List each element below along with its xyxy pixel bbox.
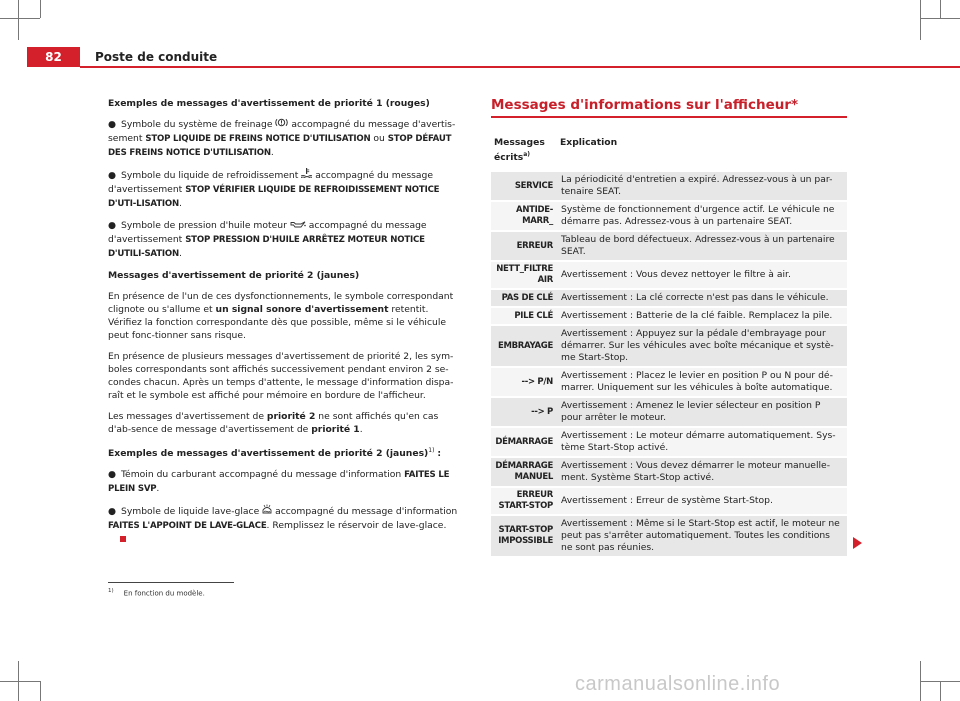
priority1-heading-text: Exemples de messages d'avertissement de priorité 1 (rouges) — [108, 98, 430, 109]
bullet-dot: ● — [108, 119, 117, 130]
paragraph-text: En présence de l'un de ces dysfonctionnements, le symbole correspondant clignote ou s'allume et — [108, 291, 454, 315]
priority2-multiple — [108, 350, 464, 402]
continue-arrow-icon — [853, 537, 862, 549]
message-code: --> P — [491, 398, 557, 426]
warning-code: STOP PRESSION D'HUILE ARRÊTEZ MOTEUR NOTICE D'UTILI-SATION — [108, 235, 425, 259]
message-explanation: La périodicité d'entretien a expiré. Adressez-vous à un par-tenaire SEAT. — [557, 172, 847, 200]
bullet-text: accompagné du message d'avertissement — [108, 220, 427, 245]
bullet-fuel: ● Témoin du carburant accompagné du message d'information FAITES LE PLEIN SVP. — [108, 469, 450, 495]
priority2-display-rule — [108, 410, 464, 436]
table-row — [491, 368, 847, 396]
paragraph-bold: : — [437, 448, 442, 460]
column-header-text: Messages écrits — [494, 137, 545, 164]
table-row — [491, 428, 847, 456]
table-row — [491, 516, 847, 556]
watermark: carmanualsonline.info — [575, 673, 781, 695]
crop-mark — [0, 681, 40, 682]
paragraph-text: Les messages d'avertissement de — [108, 411, 264, 422]
message-explanation: Avertissement : Vous devez nettoyer le filtre à air. — [557, 262, 847, 288]
footnote-marker: 1) — [428, 447, 435, 454]
priority1-heading — [108, 97, 464, 110]
bullet-coolant: ● Symbole du liquide de refroidissement accompagné du message d'avertissement STOP VÉRIFIER LIQUIDE DE REFROIDISSEMENT NOTICE D'UTI-LISATION. — [108, 170, 440, 209]
washer-fluid-icon — [262, 504, 272, 519]
message-explanation: Tableau de bord défectueux. Adressez-vous à un partenaire SEAT. — [557, 232, 847, 260]
priority2-intro — [108, 290, 464, 342]
bullet-text: Symbole du liquide de refroidissement — [121, 170, 299, 181]
message-explanation: Avertissement : Appuyez sur la pédale d'embrayage pour démarrer. Sur les véhicules avec boîte mécanique et systè-me Start-Stop. — [557, 326, 847, 366]
bullet-text: Symbole de liquide lave-glace — [121, 506, 260, 518]
footnote-text: En fonction du modèle. — [123, 589, 205, 598]
bullet-dot: ● — [108, 170, 117, 181]
crop-mark — [40, 681, 41, 701]
paragraph-bold: un signal sonore d'avertissement — [215, 304, 389, 315]
priority2-examples-heading — [108, 444, 464, 460]
warning-code: STOP LIQUIDE DE FREINS NOTICE D'UTILISATION — [145, 134, 371, 144]
crop-mark — [940, 681, 941, 701]
warning-code: STOP DÉFAUT DES FREINS NOTICE D'UTILISATION — [108, 134, 452, 158]
table-row — [491, 308, 847, 324]
footnote-marker: a) — [523, 151, 531, 158]
bullet-text: . Remplissez le réservoir de lave-glace. — [266, 520, 447, 532]
message-explanation: Avertissement : Placez le levier en position P ou N pour dé-marrer. Uniquement sur les véhicules à boîte automatique. — [557, 368, 847, 396]
coolant-temperature-icon — [301, 168, 312, 183]
table-row — [491, 326, 847, 366]
message-code: PILE CLÉ — [491, 308, 557, 324]
crop-mark — [18, 0, 19, 40]
brake-warning-icon — [275, 118, 288, 132]
message-code: PAS DE CLÉ — [491, 290, 557, 306]
bullet-text: accompagné du message d'avertissement — [108, 170, 434, 195]
paragraph-text: . — [359, 424, 363, 435]
page-number: 82 — [27, 47, 80, 67]
crop-mark — [920, 0, 921, 40]
bullet-text: accompagné du message d'avertis-sement — [108, 119, 456, 144]
message-explanation: Avertissement : Même si le Start-Stop est actif, le moteur ne peut pas s'arrêter automatiquement. Toutes les conditions ne sont pas réunies. — [557, 516, 847, 556]
message-explanation: Avertissement : Amenez le levier sélecteur en position P pour arrêter le moteur. — [557, 398, 847, 426]
info-code: FAITES L'APPOINT DE LAVE-GLACE — [108, 521, 267, 532]
bullet-text: Symbole de pression d'huile moteur — [121, 220, 287, 231]
table-row — [491, 232, 847, 260]
bullet-dot: ● — [108, 220, 117, 231]
message-code: EMBRAYAGE — [491, 326, 557, 366]
priority2-heading-text: Messages d'avertissement de priorité 2 (jaunes) — [108, 270, 360, 281]
oil-pressure-icon — [290, 220, 306, 233]
table-row — [491, 488, 847, 514]
priority2-heading — [108, 269, 464, 282]
crop-mark — [920, 18, 960, 19]
column-header-code — [491, 135, 557, 170]
table-row — [491, 262, 847, 288]
bullet-text: ou — [373, 133, 385, 144]
paragraph-text: ne sont affichés qu'en cas d'ab-sence de message d'avertissement de — [108, 411, 439, 435]
message-explanation: Avertissement : Le moteur démarre automatiquement. Sys-tème Start-Stop activé. — [557, 428, 847, 456]
bullet-text: Témoin du carburant accompagné du message d'information — [121, 469, 402, 481]
table-row — [491, 172, 847, 200]
page-header-title: Poste de conduite — [95, 50, 218, 64]
message-code: ANTIDE-MARR_ — [491, 202, 557, 230]
message-explanation: Avertissement : Erreur de système Start-Stop. — [557, 488, 847, 514]
section-title: Messages d'informations sur l'afficheur* — [491, 97, 847, 118]
header-rule — [80, 66, 960, 68]
info-code: FAITES LE PLEIN SVP — [108, 470, 450, 495]
paragraph-text: En présence de plusieurs messages d'avertissement de priorité 2, les sym-boles correspondants sont affichés successivement pendant environ 2 se-condes chacun. Après un temps d'attente, le message d'information dispa-raît et le symbole est affiché pour mémoire en bordure de l'afficheur. — [108, 351, 454, 401]
footnote — [108, 588, 205, 597]
message-code: ERREUR — [491, 232, 557, 260]
message-code: ERREUR START-STOP — [491, 488, 557, 514]
column-header-explanation: Explication — [560, 137, 618, 148]
message-explanation: Avertissement : La clé correcte n'est pas dans le véhicule. — [557, 290, 847, 306]
message-code: --> P/N — [491, 368, 557, 396]
message-explanation: Avertissement : Vous devez démarrer le moteur manuelle-ment. Système Start-Stop activé. — [557, 458, 847, 486]
message-code: DÉMARRAGE MANUEL — [491, 458, 557, 486]
footnote-marker: 1) — [108, 588, 114, 594]
crop-mark — [40, 0, 41, 18]
paragraph-bold: priorité 1 — [311, 424, 360, 435]
bullet-text: Symbole du système de freinage — [121, 119, 273, 130]
end-of-section-marker — [120, 536, 126, 542]
crop-mark — [940, 0, 941, 18]
bullet-oil: ● Symbole de pression d'huile moteur accompagné du message d'avertissement STOP PRESSION D'HUILE ARRÊTEZ MOTEUR NOTICE D'UTILI-SATION. — [108, 220, 427, 259]
message-code: DÉMARRAGE — [491, 428, 557, 456]
info-messages-table — [491, 133, 847, 558]
paragraph-text: retentit. Vérifiez la fonction correspondante dès que possible, même si le véhicule peut fonc-tionner sans risque. — [108, 304, 447, 341]
left-column — [108, 97, 464, 554]
bullet-dot: ● — [108, 469, 117, 481]
bullet-washer — [108, 504, 464, 546]
right-column — [491, 97, 847, 558]
paragraph-bold: priorité 2 — [266, 411, 316, 422]
footnote-rule — [108, 582, 234, 583]
message-explanation: Système de fonctionnement d'urgence actif. Le véhicule ne démarre pas. Adressez-vous à un partenaire SEAT. — [557, 202, 847, 230]
bullet-brake: ● Symbole du système de freinage accompagné du message d'avertis-sement STOP LIQUIDE DE FREINS NOTICE D'UTILISATION ou STOP DÉFAUT DES FREINS NOTICE D'UTILISATION. — [108, 119, 456, 158]
table-row — [491, 458, 847, 486]
bullet-text: accompagné du message d'information — [275, 506, 458, 518]
warning-code: STOP VÉRIFIER LIQUIDE DE REFROIDISSEMENT NOTICE D'UTI-LISATION — [108, 185, 440, 209]
priority2-examples-heading-text: Exemples de messages d'avertissement de priorité 2 (jaunes) — [108, 448, 429, 460]
message-explanation: Avertissement : Batterie de la clé faible. Remplacez la pile. — [557, 308, 847, 324]
bullet-dot: ● — [108, 506, 117, 518]
table-row — [491, 290, 847, 306]
table-row — [491, 398, 847, 426]
message-code: NETT_FILTRE AIR — [491, 262, 557, 288]
crop-mark — [0, 18, 40, 19]
table-header — [491, 135, 847, 170]
message-code: START-STOP IMPOSSIBLE — [491, 516, 557, 556]
message-code: SERVICE — [491, 172, 557, 200]
table-row — [491, 202, 847, 230]
